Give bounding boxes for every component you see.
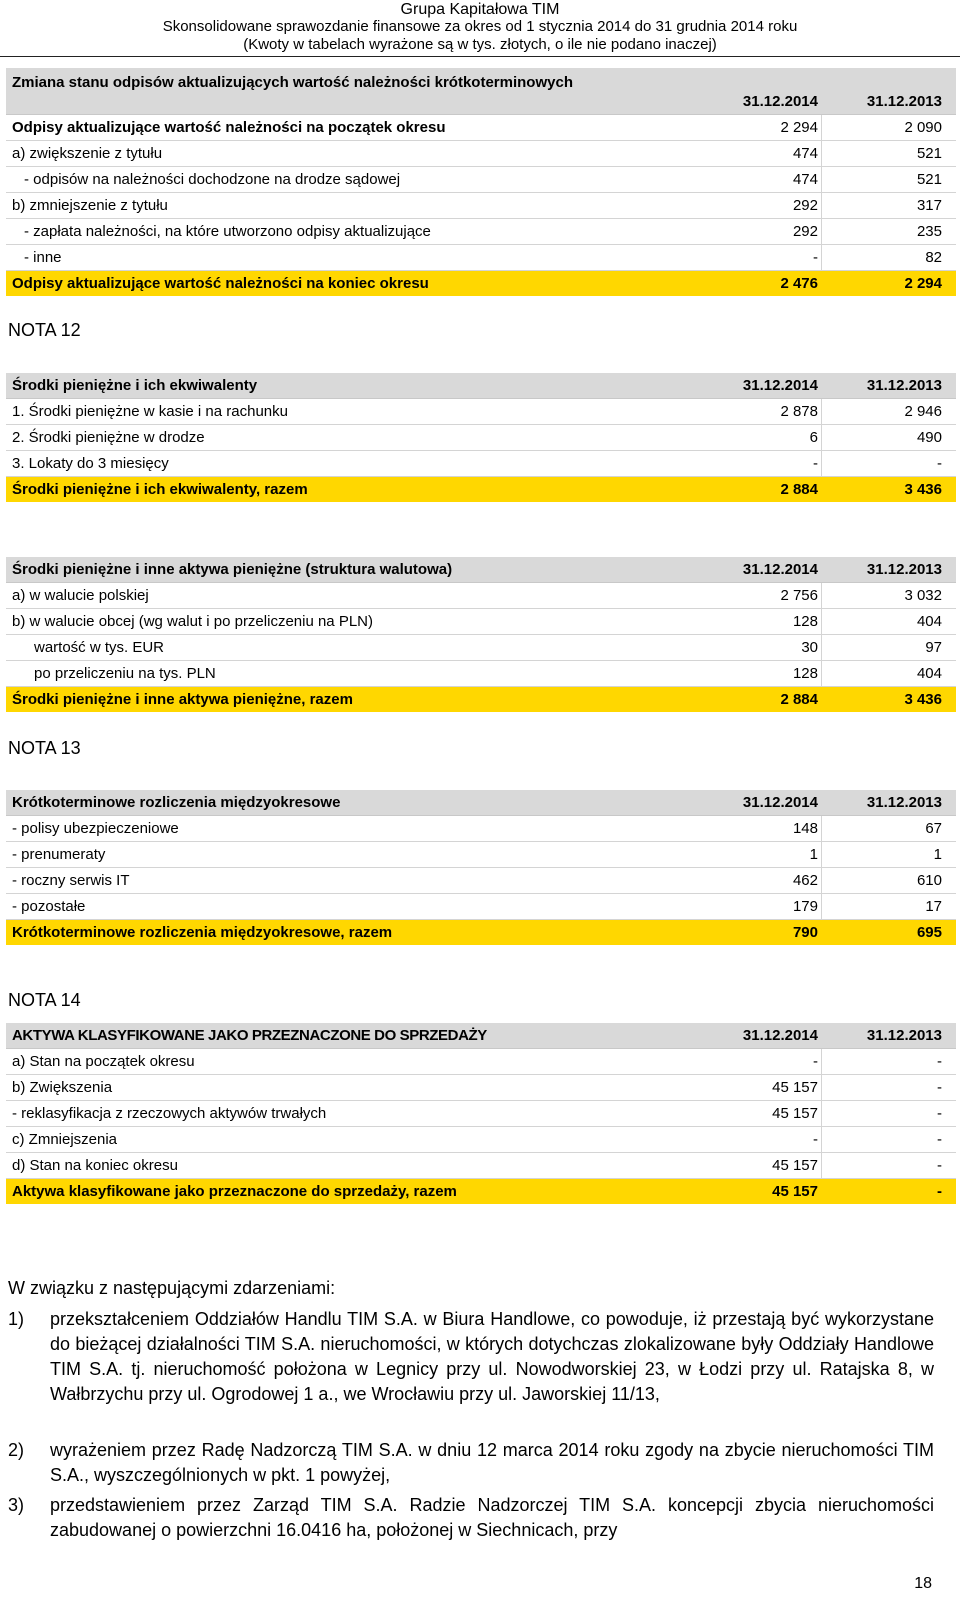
row-value-2013: 521 xyxy=(916,171,942,188)
table-header xyxy=(6,373,956,399)
row-value-2014: - xyxy=(813,455,818,472)
total-row xyxy=(6,920,956,945)
row-label: 2. Środki pieniężne w drodze xyxy=(12,429,205,446)
row-value-2014: 2 294 xyxy=(780,119,818,136)
row-label: 1. Środki pieniężne w kasie i na rachunku xyxy=(12,403,288,420)
nota-14-heading: NOTA 14 xyxy=(8,990,81,1010)
total-value-2014: 2 884 xyxy=(780,691,818,708)
row-value-2013: - xyxy=(937,1131,942,1148)
row-label: d) Stan na koniec okresu xyxy=(12,1157,178,1174)
row-value-2014: 292 xyxy=(792,197,818,214)
header-col-2014: 31.12.2014 xyxy=(742,93,818,110)
row-value-2013: 67 xyxy=(925,820,942,837)
header-label: AKTYWA KLASYFIKOWANE JAKO PRZEZNACZONE DO SPRZEDAŻY xyxy=(12,1027,487,1044)
total-value-2013: 3 436 xyxy=(904,481,942,498)
units-note: (Kwoty w tabelach wyrażone są w tys. złotych, o ile nie podano inaczej) xyxy=(243,36,717,53)
header-col-2013: 31.12.2013 xyxy=(866,561,942,578)
header-col-2013: 31.12.2013 xyxy=(866,377,942,394)
row-value-2014: 2 756 xyxy=(780,587,818,604)
header-label: Krótkoterminowe rozliczenia międzyokresowe xyxy=(12,794,341,811)
total-value-2014: 45 157 xyxy=(772,1183,818,1200)
total-label: Środki pieniężne i ich ekwiwalenty, razem xyxy=(12,481,308,498)
header-divider xyxy=(0,56,960,57)
row-value-2013: 2 090 xyxy=(904,119,942,136)
row-value-2013: 3 032 xyxy=(904,587,942,604)
nota-12-heading: NOTA 12 xyxy=(8,320,81,340)
row-value-2014: 128 xyxy=(792,665,818,682)
list-item-number: 1) xyxy=(8,1309,25,1329)
nota-13-heading: NOTA 13 xyxy=(8,738,81,758)
table-row xyxy=(6,661,956,687)
table-row xyxy=(6,868,956,894)
table-row xyxy=(6,115,956,141)
events-intro: W związku z następującymi zdarzeniami: xyxy=(8,1278,336,1298)
total-label: Aktywa klasyfikowane jako przeznaczone do sprzedaży, razem xyxy=(12,1183,457,1200)
total-row xyxy=(6,1179,956,1204)
company-name: Grupa Kapitałowa TIM xyxy=(400,1,560,18)
list-item-text: przedstawieniem przez Zarząd TIM S.A. Radzie Nadzorczej TIM S.A. koncepcji zbycia nieruchomości zabudowanej o powierzchni 16.0416 ha, położonej w Siechnicach, przy xyxy=(50,1495,934,1540)
table-row xyxy=(6,1101,956,1127)
list-item-number: 2) xyxy=(8,1440,25,1460)
row-value-2013: 521 xyxy=(916,145,942,162)
row-label: wartość w tys. EUR xyxy=(34,639,165,656)
header-col-2014: 31.12.2014 xyxy=(742,794,818,811)
row-value-2013: 2 946 xyxy=(904,403,942,420)
total-value-2014: 2 476 xyxy=(780,275,818,292)
row-value-2013: - xyxy=(937,1079,942,1096)
table-row xyxy=(6,219,956,245)
receivables-table xyxy=(6,68,956,296)
row-value-2013: 490 xyxy=(916,429,942,446)
row-label: - reklasyfikacja z rzeczowych aktywów trwałych xyxy=(12,1105,327,1122)
report-subtitle: Skonsolidowane sprawozdanie finansowe za okres od 1 stycznia 2014 do 31 grudnia 2014 roku xyxy=(162,18,798,35)
row-label: b) w walucie obcej (wg walut i po przeliczeniu na PLN) xyxy=(12,613,373,630)
list-item-text: wyrażeniem przez Radę Nadzorczą TIM S.A. w dniu 12 marca 2014 roku zgody na zbycie nieruchomości TIM S.A., wyszczególnionych w pkt. 1 powyżej, xyxy=(50,1440,934,1485)
table-row xyxy=(6,167,956,193)
table-row xyxy=(6,141,956,167)
header-col-2014: 31.12.2014 xyxy=(742,1027,818,1044)
prepayments-table xyxy=(6,790,956,945)
row-label: - prenumeraty xyxy=(12,846,106,863)
row-label: a) w walucie polskiej xyxy=(12,587,149,604)
table-header xyxy=(6,557,956,583)
row-value-2014: - xyxy=(813,1053,818,1070)
row-value-2014: 1 xyxy=(809,846,818,863)
table-row xyxy=(6,583,956,609)
table-row xyxy=(6,816,956,842)
table-row xyxy=(6,425,956,451)
row-value-2014: 474 xyxy=(792,171,818,188)
row-value-2014: 148 xyxy=(792,820,818,837)
total-label: Środki pieniężne i inne aktywa pieniężne, razem xyxy=(12,691,353,708)
header-label: Zmiana stanu odpisów aktualizujących wartość należności krótkoterminowych xyxy=(12,74,573,91)
page-number: 18 xyxy=(914,1575,932,1592)
row-value-2014: 6 xyxy=(809,429,818,446)
row-label: - roczny serwis IT xyxy=(12,872,130,889)
row-label: b) zmniejszenie z tytułu xyxy=(12,197,168,214)
row-value-2013: 404 xyxy=(916,665,942,682)
row-value-2013: 404 xyxy=(916,613,942,630)
row-value-2013: - xyxy=(937,1053,942,1070)
row-value-2013: 17 xyxy=(925,898,942,915)
total-row xyxy=(6,687,956,712)
row-label: - zapłata należności, na które utworzono odpisy aktualizujące xyxy=(24,223,431,240)
cash-table xyxy=(6,373,956,502)
row-label: a) Stan na początek okresu xyxy=(12,1053,195,1070)
header-col-2014: 31.12.2014 xyxy=(742,561,818,578)
row-value-2014: 30 xyxy=(801,639,818,656)
row-label: Odpisy aktualizujące wartość należności na początek okresu xyxy=(12,119,446,136)
row-value-2014: 128 xyxy=(792,613,818,630)
row-value-2013: 1 xyxy=(933,846,942,863)
row-label: b) Zwiększenia xyxy=(12,1079,113,1096)
total-value-2014: 2 884 xyxy=(780,481,818,498)
row-value-2013: - xyxy=(937,1157,942,1174)
total-row xyxy=(6,271,956,296)
row-value-2013: 317 xyxy=(916,197,942,214)
row-label: - pozostałe xyxy=(12,898,86,915)
row-value-2014: 45 157 xyxy=(772,1105,818,1122)
total-label: Krótkoterminowe rozliczenia międzyokresowe, razem xyxy=(12,924,393,941)
row-value-2013: 235 xyxy=(916,223,942,240)
row-value-2013: 82 xyxy=(925,249,942,266)
header-col-2013: 31.12.2013 xyxy=(866,1027,942,1044)
row-value-2014: 474 xyxy=(792,145,818,162)
table-row xyxy=(6,1153,956,1179)
table-row xyxy=(6,842,956,868)
row-value-2013: - xyxy=(937,1105,942,1122)
table-header xyxy=(6,1023,956,1049)
header-col-2014: 31.12.2014 xyxy=(742,377,818,394)
header-label: Środki pieniężne i inne aktywa pieniężne (struktura walutowa) xyxy=(12,561,453,578)
total-value-2013: 3 436 xyxy=(904,691,942,708)
total-value-2013: - xyxy=(937,1183,942,1200)
row-label: - inne xyxy=(24,249,62,266)
table-row xyxy=(6,1127,956,1153)
list-item-text: przekształceniem Oddziałów Handlu TIM S.A. w Biura Handlowe, co powoduje, iż przestają być wykorzystane do bieżącej działalności TIM S.A. nieruchomości, w których dotychczas zlokalizowane były Oddziały Handlowe TIM S.A. tj. nieruchomość położona w Legnicy przy ul. Nowodworskiej 23, w Łodzi przy ul. Ratajska 8, w Wałbrzychu przy ul. Ogrodowej 1 a., we Wrocławiu przy ul. Jaworskiej 11/13, xyxy=(50,1309,934,1404)
table-row xyxy=(6,635,956,661)
table-row xyxy=(6,245,956,271)
total-label: Odpisy aktualizujące wartość należności na koniec okresu xyxy=(12,275,429,292)
header-col-2013: 31.12.2013 xyxy=(866,794,942,811)
row-label: a) zwiększenie z tytułu xyxy=(12,145,163,162)
row-value-2013: - xyxy=(937,455,942,472)
row-value-2014: 45 157 xyxy=(772,1157,818,1174)
row-label: - polisy ubezpieczeniowe xyxy=(12,820,179,837)
table-row xyxy=(6,1075,956,1101)
table-row xyxy=(6,894,956,920)
table-row xyxy=(6,1049,956,1075)
row-label: c) Zmniejszenia xyxy=(12,1131,118,1148)
row-value-2013: 610 xyxy=(916,872,942,889)
row-value-2014: 462 xyxy=(792,872,818,889)
table-row xyxy=(6,451,956,477)
row-value-2014: - xyxy=(813,249,818,266)
header-label: Środki pieniężne i ich ekwiwalenty xyxy=(12,377,258,394)
row-value-2014: 45 157 xyxy=(772,1079,818,1096)
total-row xyxy=(6,477,956,502)
row-label: po przeliczeniu na tys. PLN xyxy=(34,665,216,682)
row-value-2013: 97 xyxy=(925,639,942,656)
list-item-number: 3) xyxy=(8,1495,25,1515)
table-header xyxy=(6,68,956,115)
total-value-2014: 790 xyxy=(792,924,818,941)
table-row xyxy=(6,193,956,219)
header-col-2013: 31.12.2013 xyxy=(866,93,942,110)
total-value-2013: 695 xyxy=(916,924,942,941)
row-value-2014: 2 878 xyxy=(780,403,818,420)
row-value-2014: 179 xyxy=(792,898,818,915)
row-label: - odpisów na należności dochodzone na drodze sądowej xyxy=(24,171,401,188)
row-label: 3. Lokaty do 3 miesięcy xyxy=(12,455,169,472)
row-value-2014: 292 xyxy=(792,223,818,240)
table-header xyxy=(6,790,956,816)
table-row xyxy=(6,399,956,425)
row-value-2014: - xyxy=(813,1131,818,1148)
page-header xyxy=(0,0,960,54)
assets-held-for-sale-table xyxy=(6,1023,956,1204)
currency-structure-table xyxy=(6,557,956,712)
total-value-2013: 2 294 xyxy=(904,275,942,292)
table-row xyxy=(6,609,956,635)
